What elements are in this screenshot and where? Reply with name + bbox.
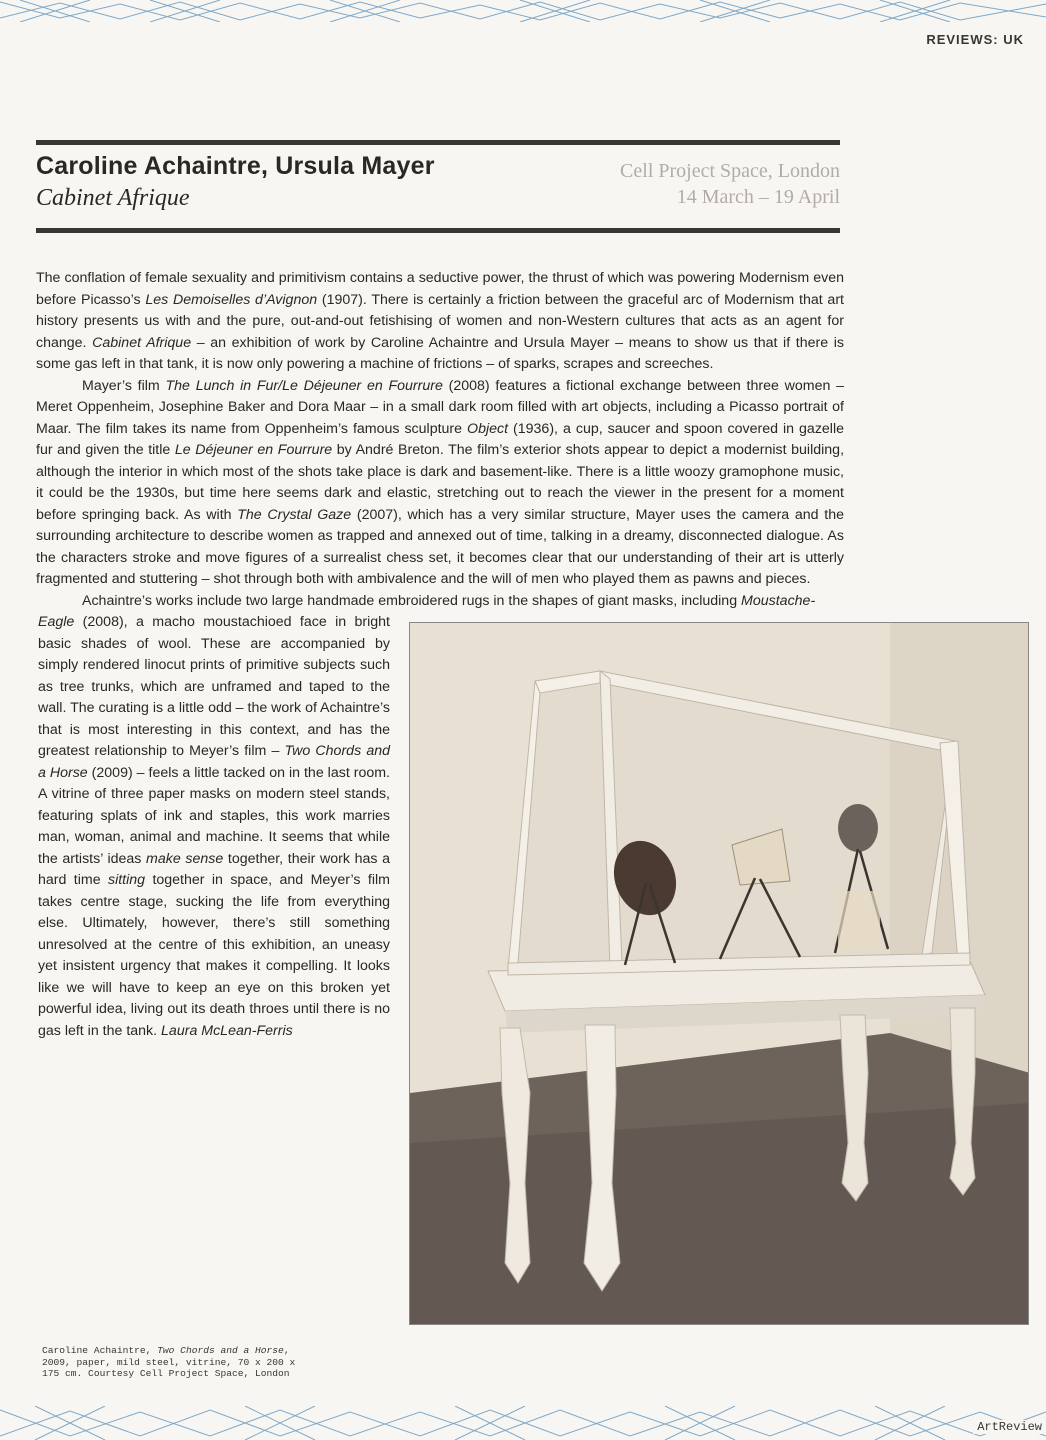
article-body bbox=[36, 268, 844, 612]
review-artists: Caroline Achaintre, Ursula Mayer bbox=[36, 152, 435, 180]
review-venue: Cell Project Space, London bbox=[620, 160, 840, 182]
decorative-wire-pattern-bottom bbox=[0, 1406, 1046, 1440]
header-rule-top bbox=[36, 140, 840, 145]
review-dates: 14 March – 19 April bbox=[676, 186, 840, 208]
magazine-name: ArtReview bbox=[973, 1420, 1042, 1434]
header-rule-bottom bbox=[36, 228, 840, 233]
paragraph-2: Mayer’s film The Lunch in Fur/Le Déjeuner en Fourrure (2008) features a fictional exchange between three women – Meret Oppenheim, Josephine Baker and Dora Maar – in a small dark room filled with art objects, including a Picasso portrait of Maar. The film takes its name from Oppenheim’s famous sculpture Object (1936), a cup, saucer and spoon covered in gazelle fur and given the title Le Déjeuner en Fourrure by André Breton. The film’s exterior shots appear to depict a modernist building, although the interior in which most of the shots take place is dark and basement-like. There is a little woozy gramophone music, it could be the 1930s, but time here seems dark and elastic, stretching out to reach the viewer in the present for a moment before springing back. As with The Crystal Gaze (2007), which has a very similar structure, Mayer uses the camera and the surrounding architecture to describe women as trapped and annexed out of time, talking in a dreamy, disconnected dialogue. As the characters stroke and move figures of a surrealist chess set, it becomes clear that our understanding of their art is utterly fragmented and stuttering – shot through both with ambivalence and the will of men who played them as pawns and pieces. bbox=[36, 377, 845, 587]
section-label: REVIEWS: UK bbox=[926, 32, 1024, 47]
review-show-title: Cabinet Afrique bbox=[36, 185, 190, 211]
review-venue-block bbox=[620, 158, 840, 210]
artwork-photo bbox=[409, 622, 1029, 1325]
paragraph-3-start: Achaintre’s works include two large handmade embroidered rugs in the shapes of giant masks, including Moustache- bbox=[82, 592, 816, 609]
vitrine-illustration bbox=[410, 623, 1029, 1325]
review-author: Laura McLean-Ferris bbox=[161, 1022, 293, 1039]
paragraph-1: The conflation of female sexuality and primitivism contains a seductive power, the thrust of which was powering Modernism even before Picasso’s Les Demoiselles d’Avignon (1907). There is certainly a friction between the graceful arc of Modernism that art history presents us with and the pure, out-and-out fetishising of women and non-Western cultures that acts as an agent for change. Cabinet Afrique – an exhibition of work by Caroline Achaintre and Ursula Mayer – means to show us that if there is some gas left in that tank, it is now only powering a machine of frictions – of sparks, scrapes and screeches. bbox=[36, 270, 844, 372]
paragraph-3-continued: Eagle (2008), a macho moustachioed face in bright basic shades of wool. These are accompanied by simply rendered linocut prints of primitive subjects such as tree trunks, which are unframed and taped to the wall. The curating is a little odd – the work of Achaintre’s that is most interesting in this context, and has the greatest relationship to Meyer’s film – Two Chords and a Horse (2009) – feels a little tacked on in the last room. A vitrine of three paper masks on modern steel stands, featuring splats of ink and staples, this work marries man, woman, animal and machine. It seems that while the artists’ ideas make sense together, their work has a hard time sitting together in space, and Meyer’s film takes centre stage, sucking the life from everything else. Ultimately, however, there’s still something unresolved at the centre of this exhibition, an uneasy yet insistent urgency that makes it compelling. It looks like we will have to keep an eye on this broken yet powerful idea, living out its death throes until there is no gas left in the tank. Laura McLean-Ferris bbox=[38, 614, 391, 1039]
photo-caption: Caroline Achaintre, Two Chords and a Horse, 2009, paper, mild steel, vitrine, 70 x 200 x 175 cm. Courtesy Cell Project Space, London bbox=[42, 1345, 296, 1380]
decorative-wire-pattern-top bbox=[0, 0, 1046, 22]
